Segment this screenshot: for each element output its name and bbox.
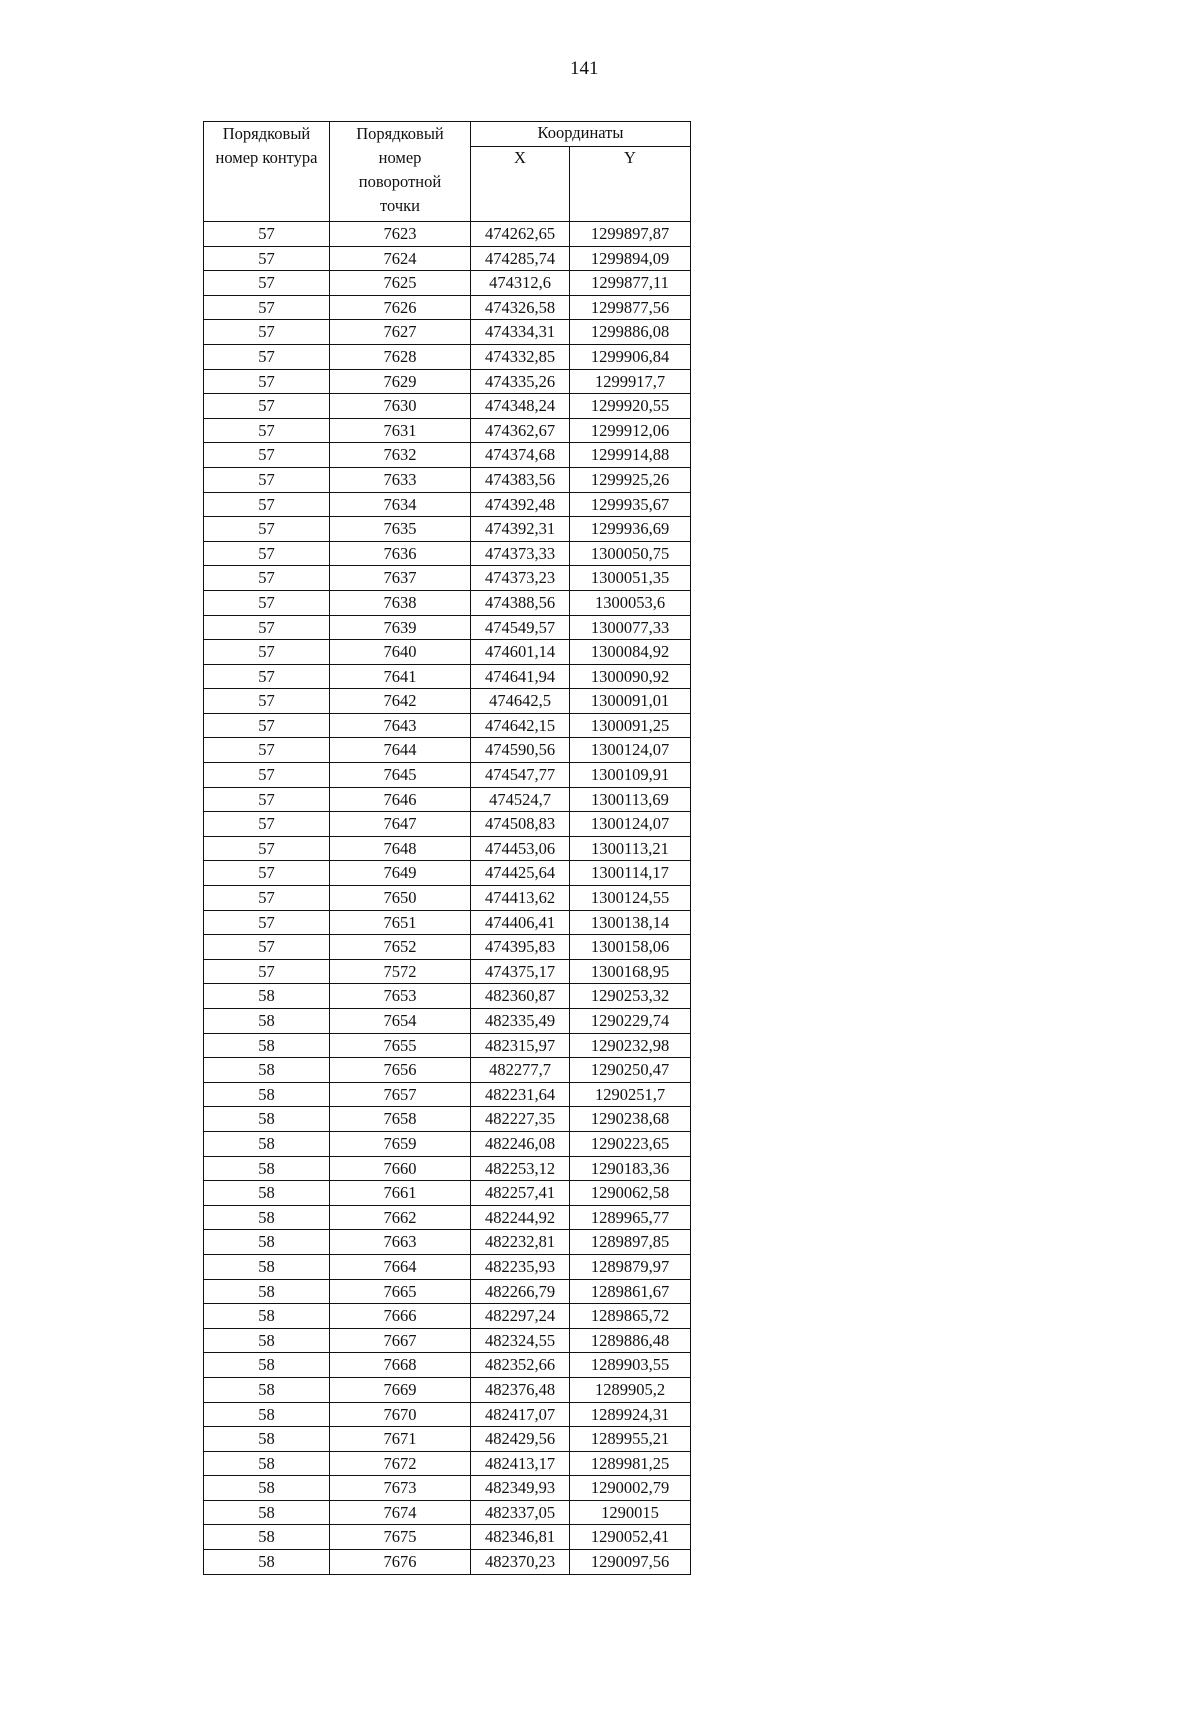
cell-contour-number: 57 xyxy=(204,295,330,320)
cell-point-number: 7669 xyxy=(330,1377,471,1402)
cell-point-number: 7660 xyxy=(330,1156,471,1181)
cell-point-number: 7661 xyxy=(330,1181,471,1206)
cell-point-number: 7636 xyxy=(330,541,471,566)
cell-y: 1299936,69 xyxy=(570,517,691,542)
cell-contour-number: 58 xyxy=(204,1500,330,1525)
cell-x: 482360,87 xyxy=(471,984,570,1009)
cell-y: 1290015 xyxy=(570,1500,691,1525)
cell-contour-number: 57 xyxy=(204,812,330,837)
cell-point-number: 7654 xyxy=(330,1009,471,1034)
cell-y: 1289924,31 xyxy=(570,1402,691,1427)
cell-point-number: 7676 xyxy=(330,1550,471,1575)
header-point-number xyxy=(330,122,471,222)
cell-contour-number: 57 xyxy=(204,344,330,369)
table-row xyxy=(204,344,691,369)
cell-contour-number: 57 xyxy=(204,369,330,394)
cell-y: 1299935,67 xyxy=(570,492,691,517)
cell-contour-number: 58 xyxy=(204,1476,330,1501)
cell-point-number: 7633 xyxy=(330,467,471,492)
cell-point-number: 7675 xyxy=(330,1525,471,1550)
cell-x: 482370,23 xyxy=(471,1550,570,1575)
cell-x: 474373,23 xyxy=(471,566,570,591)
cell-y: 1290223,65 xyxy=(570,1131,691,1156)
cell-contour-number: 58 xyxy=(204,1205,330,1230)
cell-point-number: 7672 xyxy=(330,1451,471,1476)
cell-contour-number: 57 xyxy=(204,517,330,542)
table-row xyxy=(204,1279,691,1304)
table-row xyxy=(204,615,691,640)
table-row xyxy=(204,1500,691,1525)
cell-point-number: 7638 xyxy=(330,590,471,615)
cell-point-number: 7673 xyxy=(330,1476,471,1501)
cell-y: 1290238,68 xyxy=(570,1107,691,1132)
cell-y: 1300090,92 xyxy=(570,664,691,689)
table-row xyxy=(204,295,691,320)
table-row xyxy=(204,1131,691,1156)
cell-y: 1290229,74 xyxy=(570,1009,691,1034)
header-x: X xyxy=(471,147,570,222)
cell-x: 482352,66 xyxy=(471,1353,570,1378)
cell-y: 1290097,56 xyxy=(570,1550,691,1575)
cell-contour-number: 58 xyxy=(204,1131,330,1156)
cell-x: 474334,31 xyxy=(471,320,570,345)
cell-contour-number: 58 xyxy=(204,984,330,1009)
cell-point-number: 7668 xyxy=(330,1353,471,1378)
table-row xyxy=(204,738,691,763)
cell-contour-number: 57 xyxy=(204,590,330,615)
cell-point-number: 7657 xyxy=(330,1082,471,1107)
cell-y: 1299886,08 xyxy=(570,320,691,345)
header-point-line3: поворотной xyxy=(358,172,442,191)
header-point-line2: номер xyxy=(378,148,422,167)
cell-contour-number: 57 xyxy=(204,959,330,984)
table-row xyxy=(204,1451,691,1476)
cell-point-number: 7572 xyxy=(330,959,471,984)
cell-x: 482266,79 xyxy=(471,1279,570,1304)
table-row xyxy=(204,1476,691,1501)
cell-x: 474392,31 xyxy=(471,517,570,542)
cell-x: 474641,94 xyxy=(471,664,570,689)
cell-x: 474425,64 xyxy=(471,861,570,886)
cell-contour-number: 58 xyxy=(204,1328,330,1353)
cell-point-number: 7623 xyxy=(330,222,471,247)
cell-y: 1299914,88 xyxy=(570,443,691,468)
header-y: Y xyxy=(570,147,691,222)
table-row xyxy=(204,1550,691,1575)
table-row xyxy=(204,590,691,615)
cell-point-number: 7649 xyxy=(330,861,471,886)
table-row xyxy=(204,812,691,837)
cell-x: 482257,41 xyxy=(471,1181,570,1206)
cell-x: 482232,81 xyxy=(471,1230,570,1255)
cell-contour-number: 57 xyxy=(204,787,330,812)
table-row xyxy=(204,861,691,886)
cell-point-number: 7670 xyxy=(330,1402,471,1427)
cell-contour-number: 57 xyxy=(204,861,330,886)
cell-point-number: 7629 xyxy=(330,369,471,394)
header-point-line1: Порядковый xyxy=(356,124,444,143)
table-row xyxy=(204,1328,691,1353)
table-row xyxy=(204,1033,691,1058)
cell-x: 474406,41 xyxy=(471,910,570,935)
coordinates-table xyxy=(203,121,691,1575)
cell-point-number: 7658 xyxy=(330,1107,471,1132)
cell-point-number: 7662 xyxy=(330,1205,471,1230)
table-row xyxy=(204,664,691,689)
cell-contour-number: 57 xyxy=(204,836,330,861)
cell-contour-number: 58 xyxy=(204,1033,330,1058)
cell-y: 1289955,21 xyxy=(570,1427,691,1452)
cell-contour-number: 58 xyxy=(204,1058,330,1083)
cell-y: 1299894,09 xyxy=(570,246,691,271)
cell-y: 1300113,69 xyxy=(570,787,691,812)
table-row xyxy=(204,787,691,812)
cell-contour-number: 58 xyxy=(204,1402,330,1427)
cell-contour-number: 57 xyxy=(204,394,330,419)
table-row xyxy=(204,246,691,271)
table-row xyxy=(204,886,691,911)
cell-contour-number: 57 xyxy=(204,738,330,763)
cell-point-number: 7642 xyxy=(330,689,471,714)
cell-y: 1299925,26 xyxy=(570,467,691,492)
cell-y: 1289865,72 xyxy=(570,1304,691,1329)
cell-y: 1300138,14 xyxy=(570,910,691,935)
cell-x: 474326,58 xyxy=(471,295,570,320)
cell-contour-number: 57 xyxy=(204,467,330,492)
cell-x: 482346,81 xyxy=(471,1525,570,1550)
cell-x: 474601,14 xyxy=(471,640,570,665)
cell-contour-number: 58 xyxy=(204,1550,330,1575)
page-number: 141 xyxy=(570,58,599,79)
cell-contour-number: 57 xyxy=(204,664,330,689)
cell-y: 1300091,01 xyxy=(570,689,691,714)
cell-contour-number: 57 xyxy=(204,541,330,566)
table-row xyxy=(204,1377,691,1402)
cell-contour-number: 57 xyxy=(204,640,330,665)
cell-contour-number: 58 xyxy=(204,1525,330,1550)
cell-point-number: 7655 xyxy=(330,1033,471,1058)
cell-y: 1300114,17 xyxy=(570,861,691,886)
cell-y: 1290250,47 xyxy=(570,1058,691,1083)
cell-x: 482315,97 xyxy=(471,1033,570,1058)
cell-y: 1300124,55 xyxy=(570,886,691,911)
table-row xyxy=(204,394,691,419)
cell-point-number: 7645 xyxy=(330,763,471,788)
cell-x: 482349,93 xyxy=(471,1476,570,1501)
cell-x: 474524,7 xyxy=(471,787,570,812)
cell-contour-number: 58 xyxy=(204,1230,330,1255)
cell-x: 474642,5 xyxy=(471,689,570,714)
table-row xyxy=(204,1304,691,1329)
cell-x: 482231,64 xyxy=(471,1082,570,1107)
table-row xyxy=(204,443,691,468)
cell-x: 474383,56 xyxy=(471,467,570,492)
header-contour-line2: номер контура xyxy=(215,148,318,167)
cell-contour-number: 58 xyxy=(204,1156,330,1181)
table-header xyxy=(204,122,691,222)
cell-contour-number: 57 xyxy=(204,443,330,468)
cell-y: 1299877,56 xyxy=(570,295,691,320)
cell-point-number: 7624 xyxy=(330,246,471,271)
table-row xyxy=(204,1156,691,1181)
cell-y: 1289886,48 xyxy=(570,1328,691,1353)
cell-y: 1289903,55 xyxy=(570,1353,691,1378)
cell-y: 1289965,77 xyxy=(570,1205,691,1230)
cell-point-number: 7665 xyxy=(330,1279,471,1304)
cell-y: 1299906,84 xyxy=(570,344,691,369)
table-row xyxy=(204,1525,691,1550)
cell-x: 474642,15 xyxy=(471,713,570,738)
cell-contour-number: 57 xyxy=(204,222,330,247)
table-row xyxy=(204,1181,691,1206)
cell-x: 474362,67 xyxy=(471,418,570,443)
cell-y: 1299877,11 xyxy=(570,271,691,296)
cell-x: 482376,48 xyxy=(471,1377,570,1402)
cell-x: 482227,35 xyxy=(471,1107,570,1132)
cell-y: 1290232,98 xyxy=(570,1033,691,1058)
cell-point-number: 7627 xyxy=(330,320,471,345)
table-row xyxy=(204,1402,691,1427)
cell-point-number: 7671 xyxy=(330,1427,471,1452)
cell-point-number: 7651 xyxy=(330,910,471,935)
cell-contour-number: 57 xyxy=(204,910,330,935)
header-contour-number xyxy=(204,122,330,222)
cell-x: 474388,56 xyxy=(471,590,570,615)
cell-contour-number: 58 xyxy=(204,1181,330,1206)
table-row xyxy=(204,271,691,296)
cell-y: 1290052,41 xyxy=(570,1525,691,1550)
cell-x: 474285,74 xyxy=(471,246,570,271)
cell-y: 1289905,2 xyxy=(570,1377,691,1402)
cell-contour-number: 58 xyxy=(204,1107,330,1132)
cell-contour-number: 57 xyxy=(204,320,330,345)
table-row xyxy=(204,1427,691,1452)
cell-point-number: 7639 xyxy=(330,615,471,640)
table-row xyxy=(204,467,691,492)
cell-contour-number: 57 xyxy=(204,763,330,788)
header-coordinates: Координаты xyxy=(471,122,691,147)
cell-point-number: 7626 xyxy=(330,295,471,320)
cell-point-number: 7667 xyxy=(330,1328,471,1353)
cell-x: 474374,68 xyxy=(471,443,570,468)
table-row xyxy=(204,418,691,443)
cell-x: 474375,17 xyxy=(471,959,570,984)
cell-y: 1300113,21 xyxy=(570,836,691,861)
cell-x: 482429,56 xyxy=(471,1427,570,1452)
cell-point-number: 7659 xyxy=(330,1131,471,1156)
cell-point-number: 7637 xyxy=(330,566,471,591)
cell-contour-number: 57 xyxy=(204,566,330,591)
cell-point-number: 7631 xyxy=(330,418,471,443)
cell-point-number: 7640 xyxy=(330,640,471,665)
cell-contour-number: 57 xyxy=(204,271,330,296)
table-row xyxy=(204,320,691,345)
table-row xyxy=(204,935,691,960)
cell-x: 474547,77 xyxy=(471,763,570,788)
cell-x: 474348,24 xyxy=(471,394,570,419)
cell-y: 1300077,33 xyxy=(570,615,691,640)
cell-contour-number: 57 xyxy=(204,886,330,911)
cell-point-number: 7666 xyxy=(330,1304,471,1329)
cell-contour-number: 57 xyxy=(204,418,330,443)
cell-x: 482413,17 xyxy=(471,1451,570,1476)
cell-x: 474413,62 xyxy=(471,886,570,911)
cell-y: 1300053,6 xyxy=(570,590,691,615)
cell-point-number: 7644 xyxy=(330,738,471,763)
cell-y: 1290253,32 xyxy=(570,984,691,1009)
cell-y: 1289861,67 xyxy=(570,1279,691,1304)
cell-x: 482297,24 xyxy=(471,1304,570,1329)
table-row xyxy=(204,492,691,517)
cell-contour-number: 58 xyxy=(204,1279,330,1304)
cell-y: 1290251,7 xyxy=(570,1082,691,1107)
cell-point-number: 7656 xyxy=(330,1058,471,1083)
table-row xyxy=(204,910,691,935)
table-row xyxy=(204,763,691,788)
cell-contour-number: 57 xyxy=(204,615,330,640)
cell-y: 1290062,58 xyxy=(570,1181,691,1206)
cell-x: 482244,92 xyxy=(471,1205,570,1230)
cell-y: 1289879,97 xyxy=(570,1254,691,1279)
cell-contour-number: 57 xyxy=(204,935,330,960)
cell-x: 482235,93 xyxy=(471,1254,570,1279)
cell-point-number: 7635 xyxy=(330,517,471,542)
cell-point-number: 7650 xyxy=(330,886,471,911)
table-row xyxy=(204,1082,691,1107)
table-row xyxy=(204,222,691,247)
cell-point-number: 7664 xyxy=(330,1254,471,1279)
cell-x: 474590,56 xyxy=(471,738,570,763)
cell-x: 474312,6 xyxy=(471,271,570,296)
cell-contour-number: 58 xyxy=(204,1304,330,1329)
cell-x: 482246,08 xyxy=(471,1131,570,1156)
cell-y: 1300109,91 xyxy=(570,763,691,788)
cell-y: 1300124,07 xyxy=(570,812,691,837)
cell-x: 482277,7 xyxy=(471,1058,570,1083)
cell-point-number: 7674 xyxy=(330,1500,471,1525)
cell-y: 1299912,06 xyxy=(570,418,691,443)
cell-contour-number: 58 xyxy=(204,1427,330,1452)
cell-x: 474332,85 xyxy=(471,344,570,369)
cell-x: 474373,33 xyxy=(471,541,570,566)
cell-y: 1299920,55 xyxy=(570,394,691,419)
table-row xyxy=(204,1353,691,1378)
cell-point-number: 7652 xyxy=(330,935,471,960)
cell-x: 474395,83 xyxy=(471,935,570,960)
cell-contour-number: 58 xyxy=(204,1082,330,1107)
cell-contour-number: 58 xyxy=(204,1377,330,1402)
cell-x: 474508,83 xyxy=(471,812,570,837)
cell-y: 1300124,07 xyxy=(570,738,691,763)
cell-point-number: 7653 xyxy=(330,984,471,1009)
cell-y: 1289897,85 xyxy=(570,1230,691,1255)
cell-point-number: 7647 xyxy=(330,812,471,837)
cell-y: 1300158,06 xyxy=(570,935,691,960)
table-row xyxy=(204,517,691,542)
cell-y: 1289981,25 xyxy=(570,1451,691,1476)
table-row xyxy=(204,984,691,1009)
table-row xyxy=(204,541,691,566)
table-row xyxy=(204,1230,691,1255)
table-row xyxy=(204,713,691,738)
cell-y: 1300084,92 xyxy=(570,640,691,665)
cell-point-number: 7641 xyxy=(330,664,471,689)
cell-y: 1299917,7 xyxy=(570,369,691,394)
cell-point-number: 7630 xyxy=(330,394,471,419)
table-row xyxy=(204,1009,691,1034)
cell-contour-number: 57 xyxy=(204,492,330,517)
table-row xyxy=(204,566,691,591)
cell-x: 482253,12 xyxy=(471,1156,570,1181)
cell-x: 482335,49 xyxy=(471,1009,570,1034)
cell-y: 1300050,75 xyxy=(570,541,691,566)
cell-y: 1299897,87 xyxy=(570,222,691,247)
table-row xyxy=(204,689,691,714)
table-row xyxy=(204,1205,691,1230)
cell-x: 474549,57 xyxy=(471,615,570,640)
cell-y: 1300168,95 xyxy=(570,959,691,984)
cell-x: 482337,05 xyxy=(471,1500,570,1525)
cell-x: 482417,07 xyxy=(471,1402,570,1427)
table-row xyxy=(204,836,691,861)
cell-y: 1300091,25 xyxy=(570,713,691,738)
cell-contour-number: 57 xyxy=(204,713,330,738)
cell-contour-number: 57 xyxy=(204,689,330,714)
cell-point-number: 7648 xyxy=(330,836,471,861)
cell-y: 1300051,35 xyxy=(570,566,691,591)
cell-x: 474335,26 xyxy=(471,369,570,394)
cell-x: 482324,55 xyxy=(471,1328,570,1353)
cell-point-number: 7628 xyxy=(330,344,471,369)
cell-y: 1290002,79 xyxy=(570,1476,691,1501)
table-row xyxy=(204,369,691,394)
cell-x: 474262,65 xyxy=(471,222,570,247)
cell-y: 1290183,36 xyxy=(570,1156,691,1181)
header-contour-line1: Порядковый xyxy=(222,124,311,143)
cell-point-number: 7632 xyxy=(330,443,471,468)
table-row xyxy=(204,959,691,984)
header-point-line4: точки xyxy=(380,196,420,215)
cell-point-number: 7643 xyxy=(330,713,471,738)
cell-contour-number: 58 xyxy=(204,1009,330,1034)
cell-point-number: 7634 xyxy=(330,492,471,517)
table-row xyxy=(204,1254,691,1279)
cell-x: 474453,06 xyxy=(471,836,570,861)
cell-point-number: 7663 xyxy=(330,1230,471,1255)
table-row xyxy=(204,1107,691,1132)
cell-contour-number: 57 xyxy=(204,246,330,271)
table-row xyxy=(204,1058,691,1083)
cell-contour-number: 58 xyxy=(204,1254,330,1279)
cell-point-number: 7646 xyxy=(330,787,471,812)
cell-x: 474392,48 xyxy=(471,492,570,517)
cell-point-number: 7625 xyxy=(330,271,471,296)
table-body xyxy=(204,222,691,1575)
table-row xyxy=(204,640,691,665)
cell-contour-number: 58 xyxy=(204,1353,330,1378)
cell-contour-number: 58 xyxy=(204,1451,330,1476)
